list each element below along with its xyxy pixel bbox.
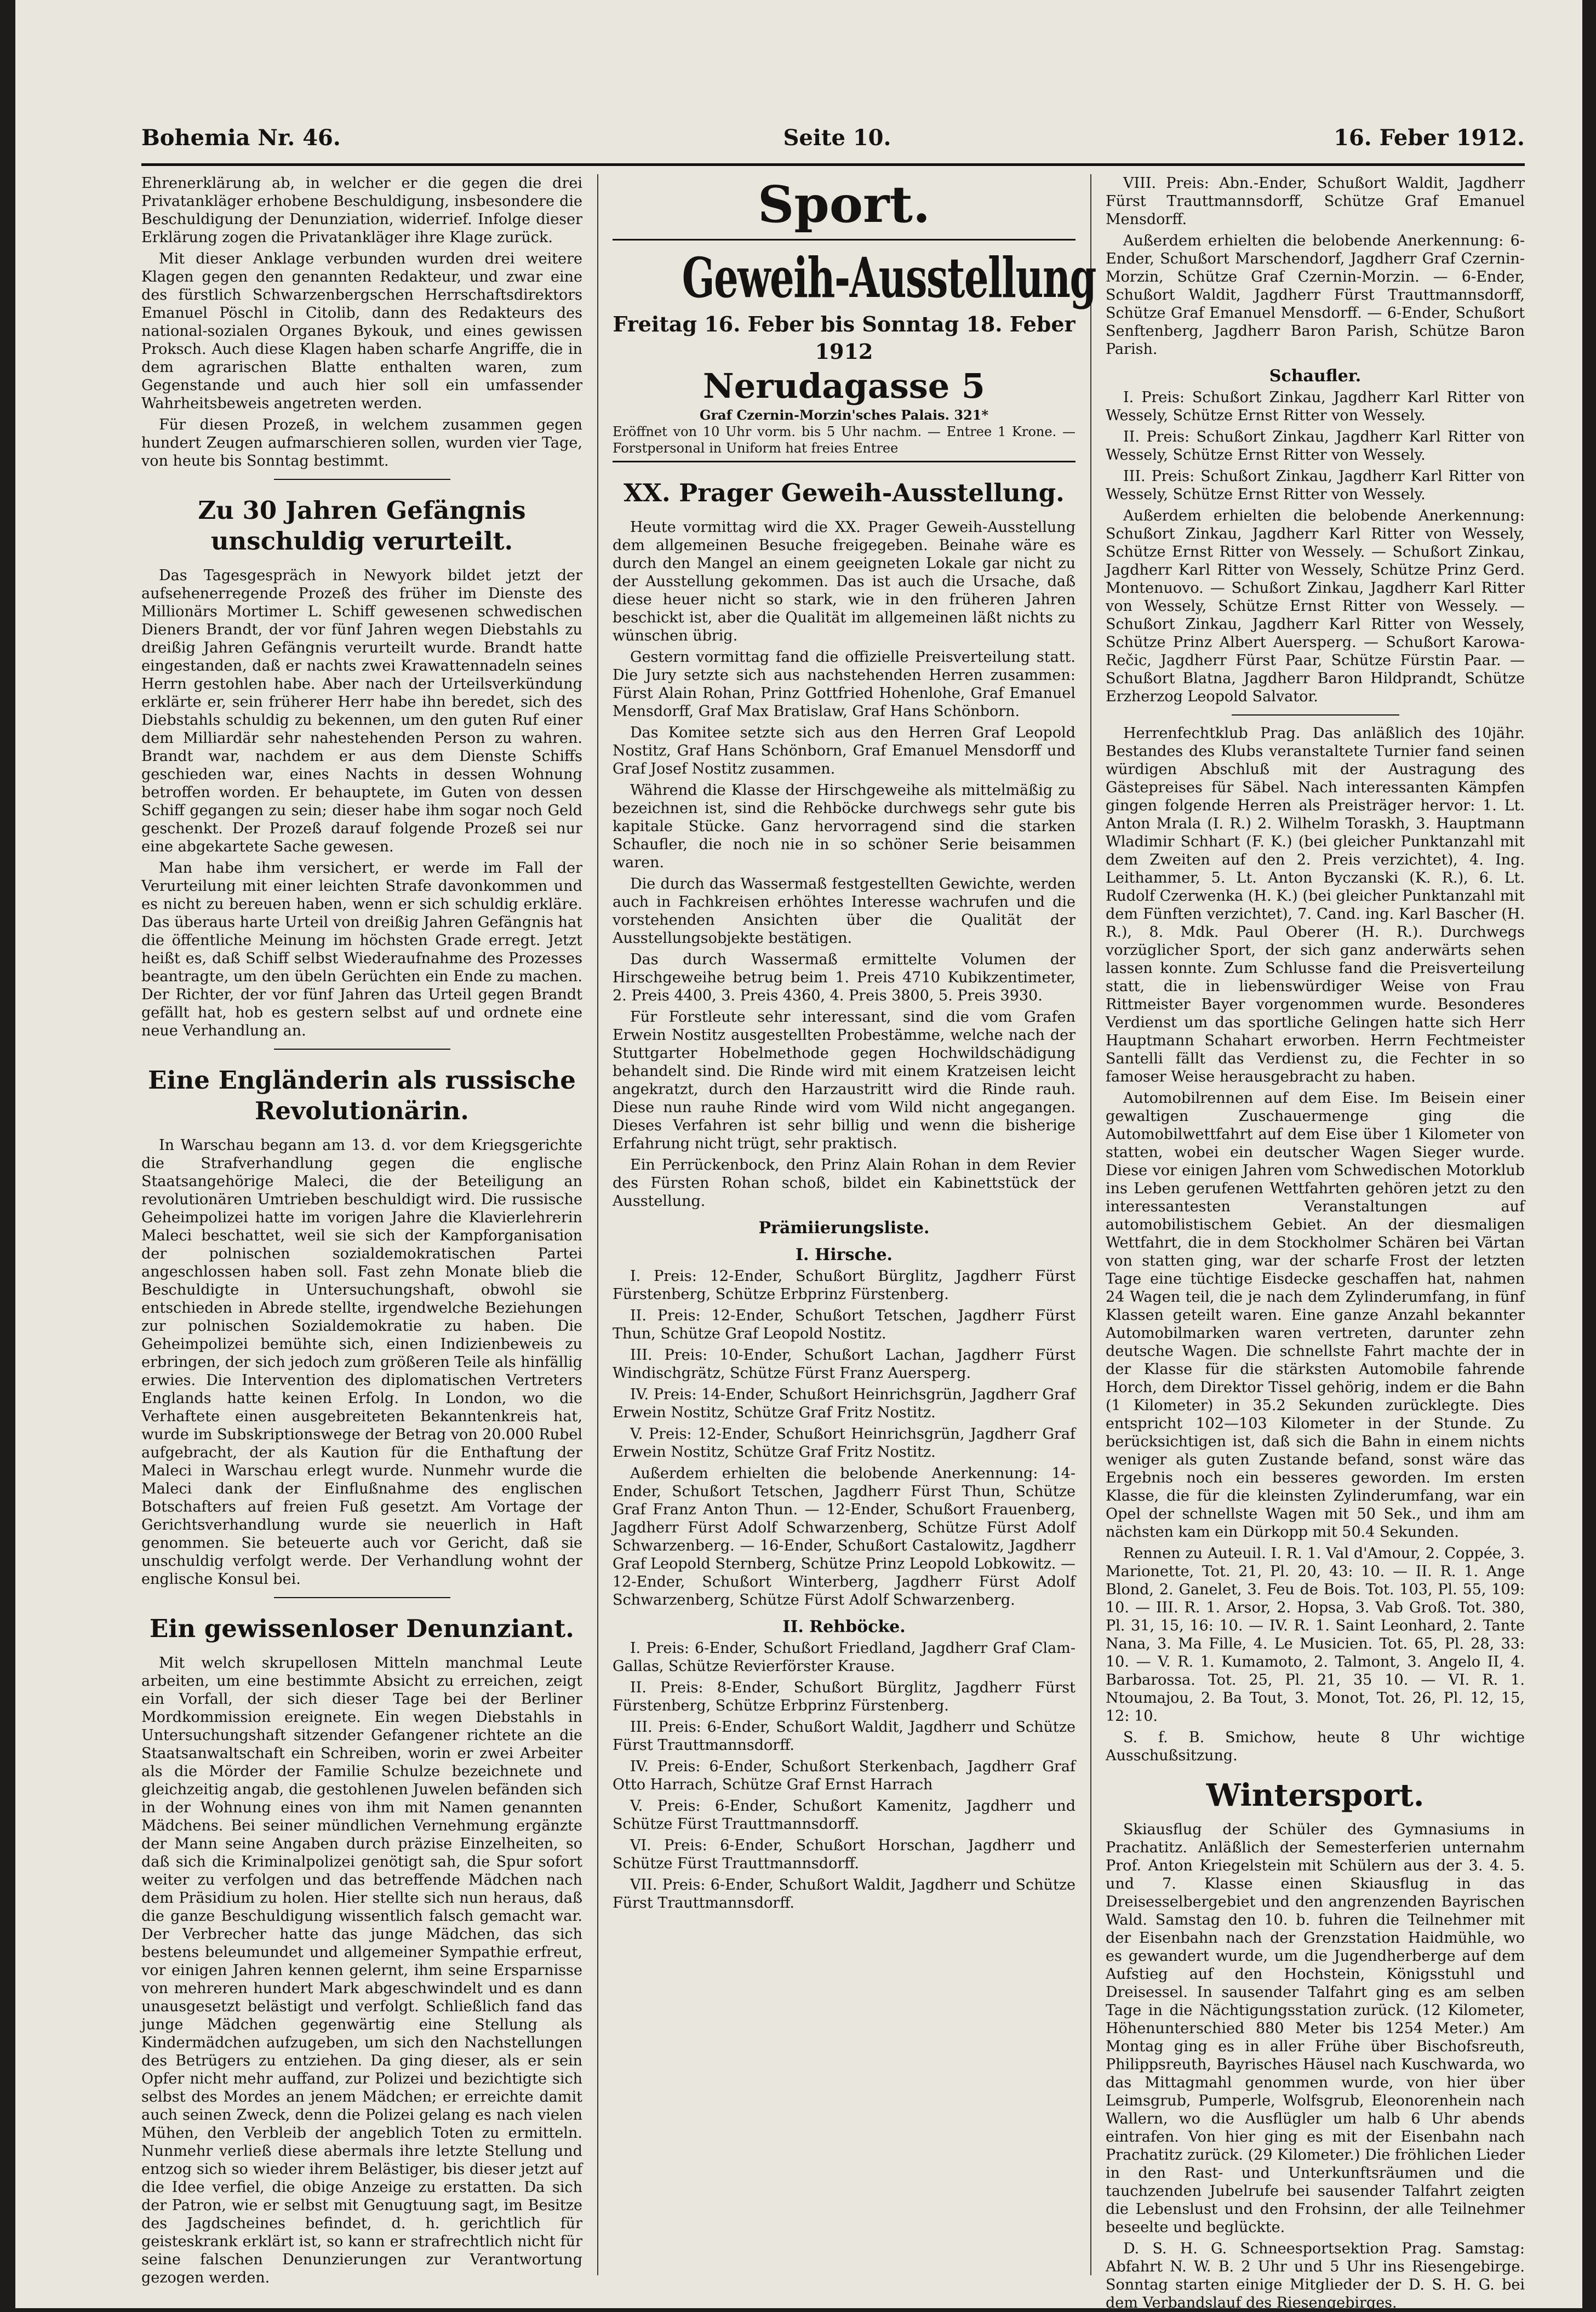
prize-entry: VIII. Preis: Abn.-Ender, Schußort Waldit, Jagdherr Fürst Trauttmannsdorff, Schütze Graf Emanuel Mensdorff. [1106, 175, 1525, 228]
page-header [141, 125, 1525, 159]
paragraph: Das Komitee setzte sich aus den Herren Graf Leopold Nostitz, Graf Hans Schönborn, Graf Emanuel Mensdorff und Graf Josef Nostitz zusammen. [613, 724, 1076, 777]
prize-entry: II. Preis: Schußort Zinkau, Jagdherr Karl Ritter von Wessely, Schütze Ernst Ritter von Wessely. [1106, 428, 1525, 463]
paragraph: Gestern vormittag fand die offizielle Preisverteilung statt. Die Jury setzte sich aus nachstehenden Herren zusammen: Fürst Alain Rohan, Prinz Gottfried Hohenlohe, Graf Emanuel Mensdorff, Graf Max Bratislaw, Graf Hans Schönborn. [613, 649, 1076, 720]
prize-category-heading: II. Rehböcke. [782, 1617, 906, 1636]
prize-entry: II. Preis: 12-Ender, Schußort Tetschen, Jagdherr Fürst Thun, Schütze Graf Leopold Nostitz. [613, 1307, 1076, 1342]
header-date: 16. Feber 1912. [1334, 125, 1525, 151]
header-issue: Bohemia Nr. 46. [141, 125, 341, 151]
section-title-sport: Sport. [757, 175, 931, 234]
paragraph: Das Tagesgespräch in Newyork bildet jetzt der aufsehenerregende Prozeß des früher im Dienste des Millionärs Mortimer L. Schiff gewesenen schwedischen Dieners Brandt, der vor fünf Jahren wegen Diebstahls zu dreißig Jahren Gefängnis verurteilt wurde. Brandt hatte eingestanden, daß er nachts zwei Krawattennadeln seines Herrn gestohlen habe. Aber nach der Urteilsverkündung erklärte er, sein früherer Herr habe ihn beredet, sich des Diebstahls schuldig zu bekennen, um den guten Ruf einer dem Milliardär sehr nahestehenden Person zu wahren. Brandt war, nachdem er aus dem Dienste Schiffs geschieden war, eines Nachts in dessen Wohnung betroffen worden. Er behauptete, im Guten von dessen Schiff gegangen zu sein; dieser habe ihm sogar noch Geld geschenkt. Der Prozeß darauf folgende Prozeß sei nur eine abgekartete Sache gewesen. [141, 567, 582, 855]
article-headline: Ein gewissenloser Denunziant. [150, 1614, 574, 1643]
rule [613, 461, 1076, 462]
prize-entry: I. Preis: 12-Ender, Schußort Bürglitz, Jagdherr Fürst Fürstenberg, Schütze Erbprinz Fürstenberg. [613, 1268, 1076, 1303]
ad-palais: Graf Czernin-Morzin'sches Palais. 321* [699, 407, 989, 423]
paragraph: In Warschau begann am 13. d. vor dem Kriegsgerichte die Strafverhandlung gegen die englische Staatsangehörige Maleci, die der Beteiligung an revolutionären Umtrieben beschuldigt wird. Die russische Geheimpolizei hatte im vorigen Jahre die Klavierlehrerin Maleci beschattet, weil sie sich der Kampforganisation der polnischen sozialdemokratischen Partei angeschlossen haben soll. Fast zehn Monate blieb die Beschuldigte in Untersuchungshaft, obwohl sie entschieden in Abrede stellte, irgendwelche Beziehungen zur polnischen Sozialdemokratie zu haben. Die Geheimpolizei bemühte sich, einen Indizienbeweis zu erbringen, der sich jedoch zum größeren Teile als hinfällig erwies. Die Intervention des diplomatischen Vertreters Englands hatte keinen Erfolg. In London, wo die Verhaftete einen ausgebreiteten Bekanntenkreis hat, wurde im Subskriptionswege der Betrag von 20.000 Rubel aufgebracht, der als Kaution für die Enthaftung der Maleci in Warschau erlegt wurde. Nunmehr wurde die Maleci dank der Einflußnahme des englischen Botschafters auf freien Fuß gesetzt. Am Vortage der Gerichtsverhandlung wurde sie neuerlich in Haft genommen. Sie beteuerte auch vor Gericht, daß sie unschuldig verfolgt werde. Der Verhandlung wohnt der englische Konsul bei. [141, 1137, 582, 1588]
prize-entry: I. Preis: Schußort Zinkau, Jagdherr Karl Ritter von Wessely, Schütze Ernst Ritter von Wessely. [1106, 389, 1525, 424]
prize-entry: V. Preis: 6-Ender, Schußort Kamenitz, Jagdherr und Schütze Fürst Trauttmannsdorff. [613, 1798, 1076, 1833]
paragraph: Die durch das Wassermaß festgestellten Gewichte, werden auch in Fachkreisen erhöhtes Interesse wachrufen und die vorstehenden Ansichten über die Qualität der Ausstellungsobjekte bestätigen. [613, 875, 1076, 947]
header-rule [141, 163, 1525, 166]
prize-entry: III. Preis: 6-Ender, Schußort Waldit, Jagdherr und Schütze Fürst Trauttmannsdorff. [613, 1719, 1076, 1754]
paragraph: Automobilrennen auf dem Eise. Im Beisein einer gewaltigen Zuschauermenge ging die Automobilwettfahrt auf dem Eise über 1 Kilometer von statten, wobei ein deutscher Wagen Sieger wurde. Diese vor einigen Jahren vom Schwedischen Motorklub ins Leben gerufenen Wettfahrten gehören jetzt zu den interessantesten Veranstaltungen auf automobilistischem Gebiet. An der diesmaligen Wettfahrt, die in dem Stockholmer Schären bei Värtan von statten ging, war der scharfe Frost der letzten Tage eine tüchtige Eisdecke geschaffen hat, nahmen 24 Wagen teil, die je nach dem Zylinderumfang, in fünf Klassen geteilt waren. Eine ganze Anzahl bekannter Automobilmarken waren vertreten, darunter zehn deutsche Wagen. Die schnellste Fahrt machte der in der Klasse für die stärksten Automobile fahrende Horch, dem Direktor Tissel gehörig, indem er die Bahn (1 Kilometer) in 35.2 Sekunden zurücklegte. Dies entspricht 102—103 Kilometer in der Stunde. Zu berücksichtigen ist, daß sich die Bahn in einem nichts weniger als guten Zustande befand, sonst wäre das Ergebnis noch ein besseres geworden. Im ersten Klasse, die für die kleinsten Zylinderumfang, war ein Opel der schnellste Wagen mit 50 Sek., und ihm am nächsten kam ein Dürkopp mit 50.4 Sekunden. [1106, 1090, 1525, 1541]
separator [274, 1049, 450, 1050]
paragraph: Ehrenerklärung ab, in welcher er die gegen die drei Privatankläger erhobene Beschuldigung, insbesondere die Beschuldigung der Denunziation, widerrief. Infolge dieser Erklärung zogen die Privatankläger ihre Klage zurück. [141, 175, 582, 246]
prize-entry: VI. Preis: 6-Ender, Schußort Horschan, Jagdherr und Schütze Fürst Trauttmannsdorff. [613, 1837, 1076, 1872]
prize-entry: III. Preis: Schußort Zinkau, Jagdherr Karl Ritter von Wessely, Schütze Ernst Ritter von Wessely. [1106, 468, 1525, 503]
paragraph: Man habe ihm versichert, er werde im Fall der Verurteilung mit einer leichten Strafe davonkommen und es nicht zu bereuen haben, wenn er sich schuldig erkläre. Das überaus harte Urteil von dreißig Jahren Gefängnis hat die öffentliche Meinung im höchsten Grade erregt. Jetzt heißt es, daß Schiff selbst Wiederaufnahme des Prozesses beantragte, um den übeln Gerüchten ein Ende zu machen. Der Richter, der vor fünf Jahren das Urteil gegen Brandt gefällt hat, hob es gestern selbst auf und ordnete eine neue Verhandlung an. [141, 860, 582, 1039]
separator [1232, 714, 1399, 716]
paragraph: Heute vormittag wird die XX. Prager Geweih-Ausstellung dem allgemeinen Besuche freigegeben. Beinahe wäre es durch den Mangel an einem geeigneten Lokale gar nicht zu der Ausstellung gekommen. Das ist auch die Ursache, daß diese heuer nicht so stark, wie in den früheren Jahren beschickt ist, aber die Qualität im allgemeinen läßt nichts zu wünschen übrig. [613, 519, 1076, 644]
prize-entry: V. Preis: 12-Ender, Schußort Heinrichsgrün, Jagdherr Graf Erwein Nostitz, Schütze Graf Fritz Nostitz. [613, 1426, 1076, 1461]
paragraph: Während die Klasse der Hirschgeweihe als mittelmäßig zu bezeichnen ist, sind die Rehböcke durchwegs sehr gute bis kapitale Stücke. Ganz hervorragend sind die starken Schaufler, die noch nie in so schöner Serie beisammen waren. [613, 782, 1076, 871]
prize-entry: III. Preis: 10-Ender, Schußort Lachan, Jagdherr Fürst Windischgrätz, Schütze Fürst Franz Auersperg. [613, 1347, 1076, 1382]
paragraph: Mit welch skrupellosen Mitteln manchmal Leute arbeiten, um eine bestimmte Absicht zu erreichen, zeigt ein Vorfall, der sich dieser Tage bei der Berliner Mordkommission ereignete. Ein wegen Diebstahls in Untersuchungshaft sitzender Gefangener richtete an die Staatsanwaltschaft ein Schreiben, worin er zwei Arbeiter als die Mörder der Familie Schulze bezeichnete und gleichzeitig angab, die gestohlenen Juwelen befänden sich in der Wohnung eines von ihm mit Namen genannten Mädchens. Bei seiner mündlichen Vernehmung ergänzte der Mann seine Angaben durch präzise Einzelheiten, so daß sich die Kriminalpolizei genötigt sah, die Spur sofort weiter zu verfolgen und das betreffende Mädchen nach dem Präsidium zu holen. Hier stellte sich nun heraus, daß die ganze Beschuldigung wissentlich falsch gemacht war. Der Verbrecher hatte das junge Mädchen, das sich bestens beleumundet und allgemeiner Sympathie erfreut, vor einigen Jahren kennen gelernt, ihm seine Ersparnisse von mehreren hundert Mark abgeschwindelt und es dann unausgesetzt belästigt und verfolgt. Schließlich fand das junge Mädchen gegenwärtig eine Stellung als Kindermädchen aufzugeben, um sich den Nachstellungen des Betrügers zu entziehen. Da ging dieser, als er sein Opfer nicht mehr auffand, zur Polizei und bezichtigte sich selbst des Mordes an jenem Mädchen; er erreichte damit auch seinen Zweck, denn die Polizei gelang es nach vielen Mühen, den Verbleib der angeblich Toten zu ermitteln. Nunmehr verließ diese abermals ihre letzte Stellung und entzog sich so wieder ihrem Belästiger, bis dieser jetzt auf die Idee verfiel, die obige Anzeige zu erstatten. Da sich der Patron, wie er selbst mit Genugtuung sagt, im Besitze des Jagdscheines befindet, d. h. gerichtlich für geisteskrank erklärt ist, so kann er strafrechtlich nicht für seine falschen Denunzierungen zur Verantwortung gezogen werden. [141, 1655, 582, 2286]
separator [274, 479, 450, 480]
paragraph: Für Forstleute sehr interessant, sind die vom Grafen Erwein Nostitz ausgestellten Probestämme, welche nach der Stuttgarter Hobelmethode gegen Hochwildschädigung behandelt sind. Die Rinde wird mit einem Kratzeisen leicht angekratzt, durch den Harzaustritt wird die Rinde rauh. Diese nun rauhe Rinde wird vom Wild nicht angegangen. Dieses Verfahren ist sehr billig und wenn die bisherige Erfahrung nicht trügt, sehr praktisch. [613, 1009, 1076, 1152]
prize-entry: II. Preis: 8-Ender, Schußort Bürglitz, Jagdherr Fürst Fürstenberg, Schütze Erbprinz Fürstenberg. [613, 1679, 1076, 1714]
paragraph: Mit dieser Anklage verbunden wurden drei weitere Klagen gegen den genannten Redakteur, und zwar eine des fürstlich Schwarzenbergschen Herrschaftsdirektors Emanuel Pöschl in Citolib, dann des Redakteurs des national-sozialen Organes Bykouk, und eines gewissen Proksch. Auch diese Klagen haben scharfe Angriffe, die in dem agrarischen Blatte enthalten waren, zum Gegenstande und auch hier soll ein umfassender Wahrheitsbeweis angetreten werden. [141, 250, 582, 412]
rule [613, 239, 1076, 241]
paragraph: Skiausflug der Schüler des Gymnasiums in Prachatitz. Anläßlich der Semesterferien unternahm Prof. Anton Kriegelstein mit Schülern aus der 3. 4. 5. und 7. Klasse einen Skiausflug in das Dreisesselbergebiet und den angrenzenden Bayrischen Wald. Samstag den 10. b. fuhren die Teilnehmer mit der Eisenbahn nach der Grenzstation Haidmühle, wo es gewandert wurde, um die Jugendherberge auf dem Aufstieg auf den Hochstein, Königsstuhl und Dreisessel. In sausender Talfahrt ging es am selben Tage in die Nächtigungsstation zurück. (12 Kilometer, Höhenunterschied 880 Meter bis 1254 Meter.) Am Montag ging es in aller Frühe über Bischofsreuth, Philippsreuth, Bayrisches Häusel nach Kuschwarda, wo das Mittagmahl genommen wurde, von hier über Leimsgrub, Pumperle, Wolfsgrub, Eleonorenhein nach Wallern, wo die Ausflügler um halb 6 Uhr abends eintrafen. Von hier ging es mit der Eisenbahn nach Prachatitz zurück. (29 Kilometer.) Die fröhlichen Lieder in den Rast- und Unterkunftsräumen und die tauchzenden Jubelrufe bei sausender Talfahrt zeigten die Lebenslust und den Frohsinn, der alle Teilnehmer beseelte und beglückte. [1106, 1821, 1525, 2236]
prize-entry: I. Preis: 6-Ender, Schußort Friedland, Jagdherr Graf Clam-Gallas, Schütze Revierförster Krause. [613, 1640, 1076, 1675]
paragraph: Rennen zu Auteuil. I. R. 1. Val d'Amour, 2. Coppée, 3. Marionette, Tot. 21, Pl. 20, 43: 10. — II. R. 1. Ange Blond, 2. Ganelet, 3. Feu de Bois. Tot. 103, Pl. 55, 109: 10. — III. R. 1. Arsor, 2. Hopsa, 3. Vab Groß. Tot. 380, Pl. 31, 15, 16: 10. — IV. R. 1. Saint Leonhard, 2. Tante Nana, 3. Ma Fille, 4. Le Musicien. Tot. 65, Pl. 28, 33: 10. — V. R. 1. Kumamoto, 2. Talmont, 3. Angelo II, 4. Barbarossa. Tot. 25, Pl. 21, 35 10. — VI. R. 1. Ntoumajou, 2. Ba Tout, 3. Monot, Tot. 26, Pl. 12, 15, 12: 10. [1106, 1545, 1525, 1725]
newspaper-page [15, 0, 1582, 2311]
column-middle [613, 174, 1096, 2275]
paragraph: Außerdem erhielten die belobende Anerkennung: 6-Ender, Schußort Marschendorf, Jagdherr Graf Czernin-Morzin, Schütze Graf Czernin-Morzin. — 6-Ender, Schußort Waldit, Jagdherr Fürst Trauttmannsdorff, Schütze Graf Emanuel Mensdorff. — 6-Ender, Schußort Senftenberg, Jagdherr Baron Parish, Schütze Baron Parish. [1106, 232, 1525, 358]
paragraph: D. S. H. G. Schneesportsektion Prag. Samstag: Abfahrt N. W. B. 2 Uhr und 5 Uhr ins Riesengebirge. Sonntag starten einige Mitglieder der D. S. H. G. bei dem Verbandslauf des Riesengebirges. [1106, 2240, 1525, 2311]
ad-banner: Geweih-Ausstellung [682, 245, 1096, 310]
ad-street: Nerudagasse 5 [703, 366, 985, 406]
prize-entry: IV. Preis: 6-Ender, Schußort Sterkenbach, Jagdherr Graf Otto Harrach, Schütze Graf Ernst Harrach [613, 1758, 1076, 1793]
prize-category-heading: I. Hirsche. [796, 1245, 893, 1264]
column-divider [597, 174, 598, 2275]
article-headline: XX. Prager Geweih-Ausstellung. [623, 478, 1065, 507]
separator [274, 1597, 450, 1598]
ad-opening: Eröffnet von 10 Uhr vorm. bis 5 Uhr nachm. — Entree 1 Krone. — Forstpersonal in Uniform hat freies Entree [613, 424, 1076, 456]
paragraph: Herrenfechtklub Prag. Das anläßlich des 10jähr. Bestandes des Klubs veranstaltete Turnier fand seinen würdigen Abschluß mit der Austragung des Gästepreises für Säbel. Nach interessanten Kämpfen gingen folgende Herren als Preisträger hervor: 1. Lt. Anton Mrala (I. R.) 2. Wilhelm Toraskh, 3. Hauptmann Wladimir Schhart (F. K.) (bei gleicher Punktanzahl mit dem Zweiten auf den 2. Preis verzichtet), 4. Ing. Leithammer, 5. Lt. Anton Byczanski (K. R.), 6. Lt. Rudolf Czerwenka (H. K.) (bei gleicher Punktanzahl mit dem Fünften verzichtet), 7. Cand. ing. Karl Bascher (H. R.), 8. Mdk. Paul Oberer (H. R.). Durchwegs vorzüglicher Sport, der sich ganz anderwärts sehen lassen konnte. Zum Schlusse fand die Preisverteilung statt, die in liebenswürdiger Weise von Frau Rittmeister Bayer vorgenommen wurde. Besonderes Verdienst um das sportliche Gelingen hatte sich Herr Hauptmann Schahart erworben. Herrn Fechtmeister Santelli fällt das Verdienst zu, die Fechter in so famoser Weise herausgebracht zu haben. [1106, 725, 1525, 1085]
paragraph: Außerdem erhielten die belobende Anerkennung: 14-Ender, Schußort Tetschen, Jagdherr Fürst Thun, Schütze Graf Franz Anton Thun. — 12-Ender, Schußort Frauenberg, Jagdherr Fürst Adolf Schwarzenberg, Schütze Fürst Adolf Schwarzenberg. — 16-Ender, Schußort Castalowitz, Jagdherr Graf Leopold Sternberg, Schütze Prinz Leopold Lobkowitz. — 12-Ender, Schußort Winterberg, Jagdherr Fürst Adolf Schwarzenberg, Schütze Fürst Adolf Schwarzenberg. [613, 1465, 1076, 1609]
prize-list-heading: Prämiierungsliste. [758, 1218, 930, 1238]
header-page-number: Seite 10. [783, 125, 891, 151]
paragraph: Ein Perrückenbock, den Prinz Alain Rohan in dem Revier des Fürsten Rohan schoß, bildet ein Kabinettstück der Ausstellung. [613, 1157, 1076, 1210]
column-divider [1090, 174, 1091, 2275]
article-headline: Zu 30 Jahren Gefängnis unschuldig verurteilt. [198, 496, 526, 556]
column-left [141, 174, 582, 2286]
article-headline: Eine Engländerin als russische Revolutionärin. [148, 1066, 576, 1125]
column-right [1106, 174, 1525, 2311]
paragraph: Für diesen Prozeß, in welchem zusammen gegen hundert Zeugen aufmarschieren sollen, wurden vier Tage, von heute bis Sonntag bestimmt. [141, 416, 582, 470]
paragraph: Außerdem erhielten die belobende Anerkennung: Schußort Zinkau, Jagdherr Karl Ritter von Wessely, Schütze Ernst Ritter von Wessely. — Schußort Zinkau, Jagdherr Karl Ritter von Wessely, Schütze Prinz Gerd. Montenuovo. — Schußort Zinkau, Jagdherr Karl Ritter von Wessely, Schütze Ernst Ritter von Wessely. — Schußort Zinkau, Jagdherr Karl Ritter von Wessely, Schütze Prinz Albert Auersperg. — Schußort Karowa-Rečic, Jagdherr Fürst Paar, Schütze Fürstin Paar. — Schußort Blatna, Jagdherr Baron Hildprandt, Schütze Erzherzog Leopold Salvator. [1106, 507, 1525, 705]
prize-category-heading: Schaufler. [1269, 367, 1362, 386]
paragraph: Das durch Wassermaß ermittelte Volumen der Hirschgeweihe betrug beim 1. Preis 4710 Kubikzentimeter, 2. Preis 4400, 3. Preis 4360, 4. Preis 3800, 5. Preis 3930. [613, 951, 1076, 1004]
section-title-wintersport: Wintersport. [1206, 1777, 1425, 1813]
ad-dates: Freitag 16. Feber bis Sonntag 18. Feber 1912 [613, 312, 1076, 364]
exhibition-advertisement [613, 245, 1096, 456]
prize-entry: IV. Preis: 14-Ender, Schußort Heinrichsgrün, Jagdherr Graf Erwein Nostitz, Schütze Graf Fritz Nostitz. [613, 1386, 1076, 1421]
prize-entry: VII. Preis: 6-Ender, Schußort Waldit, Jagdherr und Schütze Fürst Trauttmannsdorff. [613, 1876, 1076, 1912]
paragraph: S. f. B. Smichow, heute 8 Uhr wichtige Ausschußsitzung. [1106, 1729, 1525, 1764]
